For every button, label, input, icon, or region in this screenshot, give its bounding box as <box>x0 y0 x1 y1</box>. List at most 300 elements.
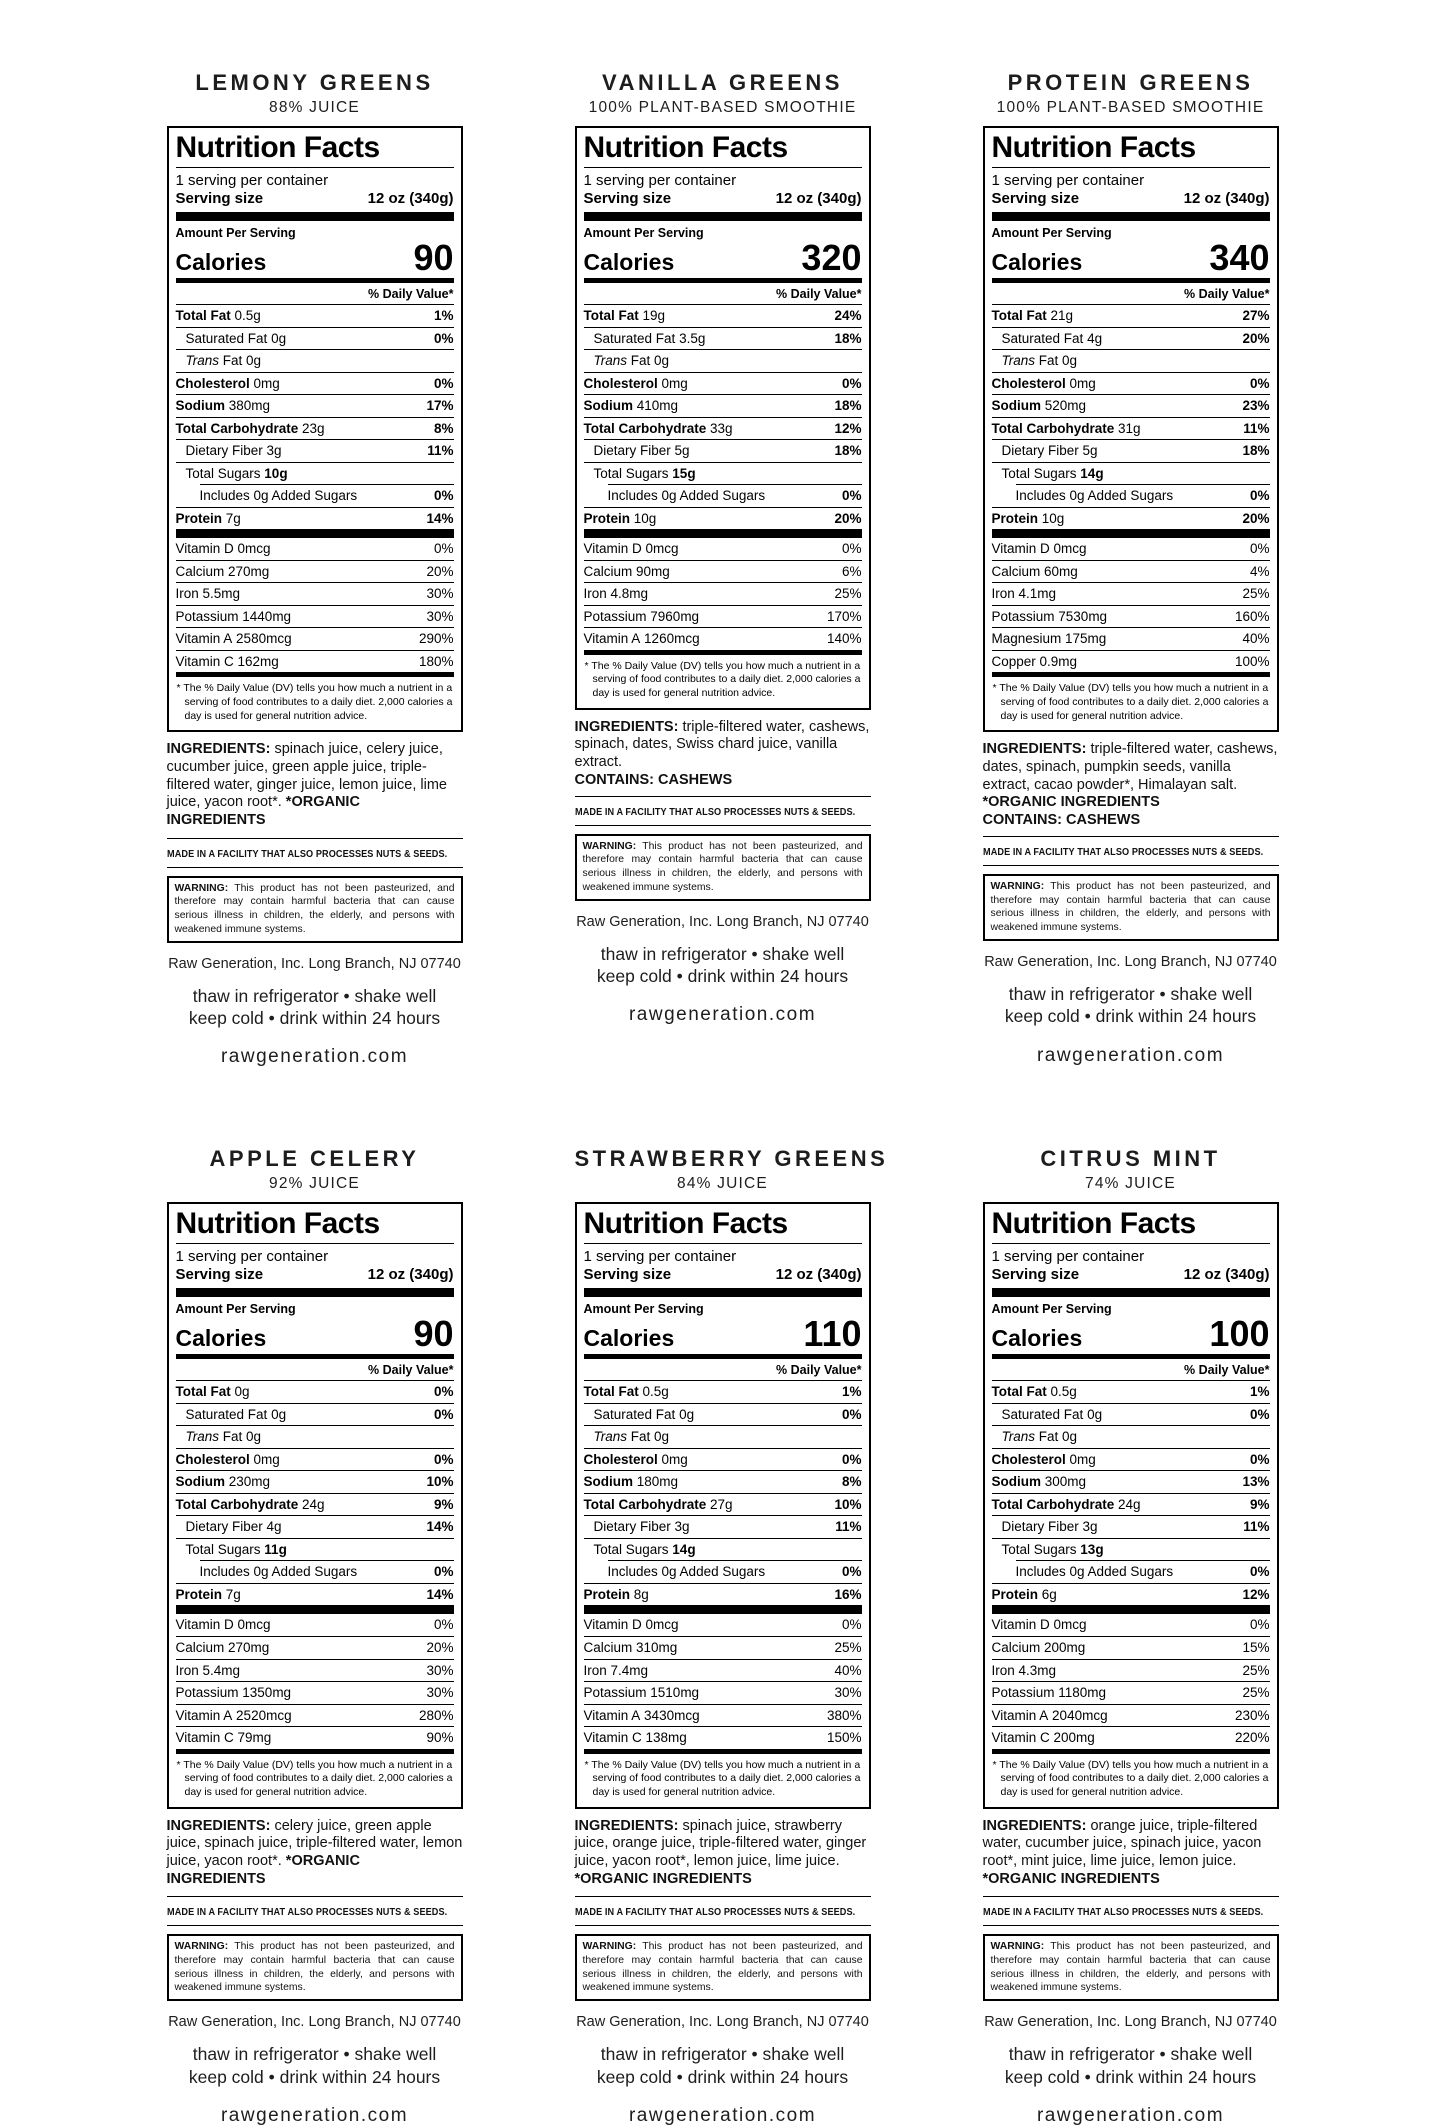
daily-value-percent: 150% <box>826 1730 862 1746</box>
vitamin-row <box>992 1614 1270 1636</box>
nutrient-name: Saturated Fat 0g <box>593 1406 695 1422</box>
thick-divider <box>992 529 1270 538</box>
daily-value-footnote: * The % Daily Value (DV) tells you how much a nutrient in a serving of food contributes to a daily diet. 2,000 calories a day is used for general nutrition advice. <box>584 1758 861 1798</box>
daily-value-percent: 0% <box>841 1617 862 1633</box>
daily-value-percent: 0% <box>1249 375 1270 391</box>
daily-value-header: % Daily Value* <box>176 1359 454 1381</box>
amount-per-serving-label: Amount Per Serving <box>991 226 1112 240</box>
nutrient-amount: 3430mcg <box>640 1707 700 1723</box>
nutrient-amount: 520mg <box>1041 398 1087 414</box>
nutrient-amount: 60mg <box>1040 563 1078 579</box>
nutrient-name: Vitamin D 0mcg <box>583 1617 679 1633</box>
nutrient-name: Total Fat 21g <box>991 308 1074 323</box>
thick-divider <box>584 1288 862 1297</box>
nutrient-amount: 0g <box>675 1406 695 1422</box>
nutrient-row <box>176 1381 454 1403</box>
vitamin-row <box>992 1681 1270 1704</box>
nutrient-name: Vitamin A 3430mcg <box>583 1707 700 1723</box>
nutrition-facts-title: Nutrition Facts <box>176 128 454 168</box>
nutrient-amount: 5g <box>1078 443 1098 459</box>
nutrient-rows <box>992 1381 1270 1605</box>
nutrient-row <box>584 507 862 530</box>
nutrient-amount: 0g <box>267 330 287 346</box>
servings-per-container: 1 serving per container <box>991 1248 1145 1266</box>
ingredients <box>167 1818 463 1889</box>
daily-value-percent: 11% <box>1243 420 1270 436</box>
facility-note-text: MADE IN A FACILITY THAT ALSO PROCESSES NUTS & SEEDS. <box>574 805 855 818</box>
nutrient-name: Vitamin D 0mcg <box>991 541 1087 557</box>
nutrient-row <box>992 349 1270 372</box>
facility-note-text: MADE IN A FACILITY THAT ALSO PROCESSES NUTS & SEEDS. <box>166 1906 447 1919</box>
vitamin-row <box>584 1681 862 1704</box>
nutrient-row <box>992 417 1270 440</box>
warning-label: WARNING: <box>990 1941 1045 1953</box>
nutrient-name: Potassium 1350mg <box>175 1685 292 1701</box>
ingredients-text: celery juice, green apple juice, spinach juice, triple-filtered water, lemon juice, yacon root*. <box>166 1817 463 1869</box>
nutrition-facts-title: Nutrition Facts <box>584 1204 862 1244</box>
nutrient-name: Saturated Fat 0g <box>185 330 287 346</box>
daily-value-percent: 40% <box>834 1662 862 1678</box>
nutrient-name: Includes 0g Added Sugars <box>607 1564 766 1580</box>
daily-value-percent: 0% <box>841 375 862 391</box>
amount-per-serving-label: Amount Per Serving <box>175 1302 296 1317</box>
nutrient-name: Total Sugars 14g <box>1001 465 1104 481</box>
vitamin-row <box>584 1704 862 1727</box>
amount-per-serving-label: Amount Per Serving <box>175 226 296 240</box>
ingredients-label: INGREDIENTS: <box>982 1817 1087 1834</box>
serving-size-row <box>584 1265 862 1288</box>
nutrient-row <box>584 1515 862 1538</box>
facility-note-text: MADE IN A FACILITY THAT ALSO PROCESSES NUTS & SEEDS. <box>982 845 1263 858</box>
nutrient-name: Trans Fat 0g <box>1001 1429 1078 1445</box>
product-label <box>167 1146 463 2127</box>
nutrient-amount: 0.5g <box>638 1384 669 1400</box>
nutrient-amount: 0g <box>230 1384 250 1400</box>
instructions-line-2: keep cold • drink within 24 hours <box>1004 1006 1257 1027</box>
nutrient-amount: 0g <box>650 1429 670 1445</box>
daily-value-percent: 25% <box>1242 586 1270 602</box>
nutrient-name: Potassium 1440mg <box>175 608 292 624</box>
nutrient-row <box>200 1560 454 1583</box>
instructions-line-1: thaw in refrigerator • shake well <box>600 2044 845 2065</box>
nutrient-amount: 1440mg <box>238 608 292 624</box>
nutrient-amount: 5.5mg <box>198 586 241 602</box>
nutrient-row <box>584 1425 862 1448</box>
ingredients-label: INGREDIENTS: <box>166 741 271 758</box>
thick-divider <box>176 1605 454 1614</box>
vitamin-row <box>584 1659 862 1682</box>
nutrient-amount: 0mg <box>657 1451 688 1467</box>
calories-row <box>583 237 862 278</box>
daily-value-percent: 8% <box>433 420 454 436</box>
product-subtitle: 74% JUICE <box>1085 1175 1176 1193</box>
nutrient-name: Total Carbohydrate 24g <box>991 1496 1141 1512</box>
nutrient-amount: 10g <box>630 510 657 526</box>
nutrient-amount: 79mg <box>233 1730 272 1746</box>
nutrient-row <box>584 394 862 417</box>
nutrient-name: Iron 4.1mg <box>991 586 1057 602</box>
organic-ingredients-note: *ORGANIC INGREDIENTS <box>574 1870 752 1887</box>
daily-value-percent: 25% <box>1242 1662 1270 1678</box>
nutrient-row <box>176 1515 454 1538</box>
storage-instructions <box>167 2043 463 2088</box>
nutrient-row <box>584 462 862 485</box>
nutrient-row <box>176 1493 454 1516</box>
serving-size-label: Serving size <box>991 190 1080 207</box>
daily-value-percent: 0% <box>1249 541 1270 557</box>
nutrient-amount: 230mg <box>225 1474 271 1490</box>
warning-label: WARNING: <box>990 880 1045 892</box>
nutrient-amount: 4.1mg <box>1014 586 1057 602</box>
nutrient-name: Saturated Fat 4g <box>1001 330 1103 346</box>
vitamin-row <box>176 650 454 673</box>
nutrient-row <box>176 372 454 395</box>
website: rawgeneration.com <box>220 1046 409 1068</box>
nutrient-amount: 0mcg <box>233 1617 271 1633</box>
website: rawgeneration.com <box>220 2104 409 2126</box>
storage-instructions <box>167 985 463 1030</box>
nutrient-row <box>584 305 862 327</box>
daily-value-percent: 170% <box>826 608 862 624</box>
warning-box <box>983 1934 1279 2001</box>
nutrient-name: Total Sugars 13g <box>1001 1541 1104 1557</box>
daily-value-percent: 0% <box>433 1406 454 1422</box>
daily-value-percent: 0% <box>433 375 454 391</box>
vitamin-row <box>992 538 1270 560</box>
nutrient-name: Cholesterol 0mg <box>991 375 1096 391</box>
nutrition-facts-title: Nutrition Facts <box>584 128 862 168</box>
nutrient-name: Vitamin A 2040mcg <box>991 1707 1108 1723</box>
daily-value-percent: 11% <box>427 443 454 459</box>
nutrient-row <box>584 1448 862 1471</box>
vitamin-rows <box>992 1614 1270 1748</box>
daily-value-percent: 0% <box>841 1406 862 1422</box>
nutrient-amount: 2520mcg <box>232 1707 292 1723</box>
nutrient-amount: 0g <box>1058 1429 1078 1445</box>
product-label <box>983 1146 1279 2127</box>
instructions-line-2: keep cold • drink within 24 hours <box>596 2066 849 2087</box>
nutrient-name: Potassium 7530mg <box>991 608 1108 624</box>
nutrient-name: Total Fat 0.5g <box>991 1384 1077 1400</box>
nutrient-name: Vitamin C 138mg <box>583 1730 687 1746</box>
daily-value-header: % Daily Value* <box>176 283 454 305</box>
daily-value-percent: 9% <box>433 1496 454 1512</box>
nutrient-amount: 300mg <box>1041 1474 1087 1490</box>
daily-value-percent: 17% <box>426 398 454 414</box>
calories-value: 110 <box>803 1313 862 1355</box>
product-title: LEMONY GREENS <box>195 70 434 95</box>
warning-text: This product has not been pasteurized, and therefore may contain harmful bacteria that can cause serious illness in children, the elderly, and persons with weakened immune systems. <box>582 1941 863 1994</box>
nutrition-facts-panel <box>575 126 871 710</box>
nutrient-amount: 4g <box>262 1519 282 1535</box>
nutrition-facts-title: Nutrition Facts <box>176 1204 454 1244</box>
ingredients-label: INGREDIENTS: <box>166 1817 271 1834</box>
daily-value-percent: 1% <box>433 308 454 323</box>
facility-note <box>167 838 463 868</box>
daily-value-header: % Daily Value* <box>584 283 862 305</box>
nutrient-row <box>176 417 454 440</box>
nutrient-name: Calcium 200mg <box>991 1640 1086 1655</box>
nutrient-name: Total Sugars 15g <box>593 465 696 481</box>
serving-size-value: 12 oz (340g) <box>1183 190 1270 207</box>
thick-divider <box>584 529 862 538</box>
nutrient-name: Calcium 270mg <box>175 1640 270 1655</box>
nutrient-row <box>992 462 1270 485</box>
nutrient-amount: 7.4mg <box>606 1662 649 1678</box>
nutrient-name: Total Carbohydrate 31g <box>991 420 1141 436</box>
daily-value-percent: 18% <box>834 443 862 459</box>
nutrient-name: Includes 0g Added Sugars <box>1015 488 1174 504</box>
vitamin-row <box>584 627 862 650</box>
daily-value-percent: 0% <box>1249 1451 1270 1467</box>
nutrient-name: Total Fat 0.5g <box>175 308 261 323</box>
nutrient-amount: 10g <box>260 465 288 481</box>
nutrient-rows <box>176 305 454 529</box>
nutrient-row <box>200 484 454 507</box>
nutrient-amount: 175mg <box>1061 631 1107 647</box>
daily-value-header: % Daily Value* <box>992 1359 1270 1381</box>
nutrient-amount: 0.9mg <box>1035 653 1078 669</box>
nutrient-row <box>176 462 454 485</box>
daily-value-percent: 0% <box>1249 1406 1270 1422</box>
vitamin-row <box>176 605 454 628</box>
nutrient-name: Total Carbohydrate 23g <box>175 420 325 436</box>
nutrient-row <box>992 507 1270 530</box>
product-subtitle: 100% PLANT-BASED SMOOTHIE <box>996 99 1265 116</box>
nutrient-amount: 31g <box>1114 420 1141 436</box>
nutrient-row <box>992 1470 1270 1493</box>
nutrient-amount: 13g <box>1076 1541 1104 1557</box>
nutrition-facts-panel <box>167 126 463 732</box>
nutrient-amount: 0g <box>267 1406 287 1422</box>
vitamin-row <box>584 560 862 583</box>
nutrient-row <box>176 507 454 530</box>
serving-size-row <box>992 189 1270 212</box>
nutrient-name: Vitamin A 1260mcg <box>583 631 700 647</box>
facility-note-text: MADE IN A FACILITY THAT ALSO PROCESSES NUTS & SEEDS. <box>166 847 447 860</box>
company-address: Raw Generation, Inc. Long Branch, NJ 07740 <box>168 955 461 972</box>
nutrient-amount: 0mg <box>1065 375 1096 391</box>
nutrient-amount: 1510mg <box>646 1685 700 1701</box>
daily-value-percent: 13% <box>1242 1474 1270 1490</box>
daily-value-percent: 0% <box>433 330 454 346</box>
nutrient-rows <box>584 1381 862 1605</box>
nutrient-name: Potassium 7960mg <box>583 608 700 624</box>
warning-text: This product has not been pasteurized, and therefore may contain harmful bacteria that can cause serious illness in children, the elderly, and persons with weakened immune systems. <box>990 1941 1271 1994</box>
nutrient-name: Vitamin D 0mcg <box>991 1617 1087 1633</box>
ingredients-text: triple-filtered water, cashews, spinach, dates, Swiss chard juice, vanilla extract. <box>574 718 870 771</box>
nutrient-row <box>992 1493 1270 1516</box>
nutrient-name: Total Fat 19g <box>583 308 666 323</box>
nutrient-name: Cholesterol 0mg <box>991 1451 1096 1467</box>
company-address: Raw Generation, Inc. Long Branch, NJ 07740 <box>576 2014 869 2031</box>
nutrient-amount: 0.5g <box>230 308 261 323</box>
company-address: Raw Generation, Inc. Long Branch, NJ 07740 <box>576 913 869 930</box>
nutrient-name: Dietary Fiber 3g <box>593 1519 690 1535</box>
amount-per-serving-label: Amount Per Serving <box>583 226 704 240</box>
nutrient-amount: 0mcg <box>641 1617 679 1633</box>
facility-note <box>575 1896 871 1926</box>
nutrient-row <box>1016 484 1270 507</box>
calories-row <box>175 1313 454 1355</box>
ingredients-text: spinach juice, celery juice, cucumber juice, green apple juice, triple-filtered water, ginger juice, lemon juice, lime juice, yacon root*. <box>166 741 447 811</box>
nutrient-amount: 11g <box>260 1541 287 1557</box>
ingredients <box>983 741 1279 812</box>
nutrient-row <box>608 484 862 507</box>
daily-value-percent: 0% <box>841 1564 862 1580</box>
nutrient-name: Potassium 1510mg <box>583 1685 700 1701</box>
ingredients <box>575 719 871 772</box>
serving-size-label: Serving size <box>583 1266 672 1284</box>
nutrient-row <box>992 1448 1270 1471</box>
website: rawgeneration.com <box>628 2104 817 2126</box>
ingredients-label: INGREDIENTS: <box>574 1817 679 1834</box>
nutrient-amount: 0g <box>242 353 262 369</box>
nutrient-name: Total Sugars 11g <box>185 1541 287 1557</box>
nutrient-name: Sodium 380mg <box>175 398 271 414</box>
vitamin-rows <box>584 538 862 650</box>
nutrient-name: Total Carbohydrate 33g <box>583 420 733 436</box>
daily-value-percent: 0% <box>433 488 454 504</box>
nutrient-amount: 7530mg <box>1054 608 1108 624</box>
storage-instructions <box>983 983 1279 1028</box>
ingredients <box>575 1818 871 1889</box>
nutrient-name: Calcium 270mg <box>175 563 270 579</box>
nutrient-amount: 6g <box>1038 1586 1057 1602</box>
serving-size-row <box>176 1265 454 1288</box>
nutrient-name: Cholesterol 0mg <box>175 375 280 391</box>
nutrient-name: Protein 10g <box>991 510 1065 526</box>
calories-label: Calories <box>175 1325 267 1352</box>
daily-value-footnote: * The % Daily Value (DV) tells you how much a nutrient in a serving of food contributes to a daily diet. 2,000 calories a day is used for general nutrition advice. <box>992 682 1269 722</box>
serving-size-row <box>176 189 454 212</box>
daily-value-percent: 8% <box>841 1474 862 1490</box>
calories-value: 100 <box>1209 1313 1270 1355</box>
nutrient-name: Dietary Fiber 3g <box>1001 1519 1098 1535</box>
nutrient-amount: 1350mg <box>238 1685 292 1701</box>
serving-size-label: Serving size <box>175 1266 264 1284</box>
nutrient-name: Vitamin D 0mcg <box>583 541 679 557</box>
daily-value-percent: 12% <box>834 420 862 436</box>
daily-value-percent: 14% <box>426 1586 454 1602</box>
daily-value-percent: 12% <box>1242 1586 1270 1602</box>
nutrient-amount: 0g <box>242 1429 262 1445</box>
vitamin-row <box>176 1659 454 1682</box>
nutrient-amount: 19g <box>638 308 666 323</box>
nutrient-amount: 27g <box>706 1496 733 1512</box>
nutrient-row <box>584 439 862 462</box>
vitamin-row <box>992 605 1270 628</box>
nutrient-amount: 15g <box>668 465 696 481</box>
daily-value-percent: 160% <box>1234 608 1270 624</box>
nutrient-amount: 3g <box>262 443 282 459</box>
daily-value-percent: 25% <box>1242 1685 1270 1701</box>
daily-value-percent: 30% <box>426 1662 454 1678</box>
nutrient-name: Copper 0.9mg <box>991 653 1078 669</box>
daily-value-percent: 27% <box>1242 308 1270 323</box>
nutrient-amount: 0mcg <box>1049 541 1087 557</box>
daily-value-header: % Daily Value* <box>584 1359 862 1381</box>
organic-ingredients-note: *ORGANIC INGREDIENTS <box>166 794 360 828</box>
nutrient-name: Includes 0g Added Sugars <box>199 1564 358 1580</box>
product-title: STRAWBERRY GREENS <box>574 1146 889 1172</box>
nutrient-name: Saturated Fat 0g <box>1001 1406 1103 1422</box>
nutrient-name: Calcium 90mg <box>583 563 670 579</box>
daily-value-percent: 30% <box>834 1685 862 1701</box>
daily-value-percent: 10% <box>426 1474 454 1490</box>
nutrient-row <box>992 1381 1270 1403</box>
vitamin-row <box>584 582 862 605</box>
warning-text: This product has not been pasteurized, and therefore may contain harmful bacteria that can cause serious illness in children, the elderly, and persons with weakened immune systems. <box>174 882 455 935</box>
nutrient-name: Vitamin A 2580mcg <box>175 631 292 647</box>
daily-value-percent: 25% <box>834 586 862 602</box>
ingredients <box>983 1818 1279 1889</box>
nutrient-name: Dietary Fiber 3g <box>185 443 282 459</box>
nutrient-row <box>584 327 862 350</box>
vitamin-row <box>176 1636 454 1659</box>
daily-value-footnote: * The % Daily Value (DV) tells you how much a nutrient in a serving of food contributes to a daily diet. 2,000 calories a day is used for general nutrition advice. <box>176 1758 453 1798</box>
nutrient-amount: 410mg <box>633 398 679 414</box>
daily-value-percent: 0% <box>1249 1564 1270 1580</box>
warning-label: WARNING: <box>174 882 229 894</box>
nutrient-name: Iron 5.5mg <box>175 586 241 602</box>
nutrient-name: Trans Fat 0g <box>185 1429 262 1445</box>
daily-value-percent: 20% <box>426 1640 454 1655</box>
daily-value-percent: 11% <box>835 1519 862 1535</box>
nutrient-amount: 14g <box>668 1541 696 1557</box>
daily-value-percent: 290% <box>418 631 454 647</box>
nutrient-name: Includes 0g Added Sugars <box>607 488 766 504</box>
nutrient-name: Dietary Fiber 5g <box>1001 443 1098 459</box>
nutrition-facts-panel <box>983 1202 1279 1808</box>
serving-size-value: 12 oz (340g) <box>775 1266 862 1284</box>
daily-value-percent: 180% <box>418 653 454 669</box>
nutrient-name: Total Carbohydrate 27g <box>583 1496 733 1512</box>
vitamin-row <box>584 1636 862 1659</box>
warning-box <box>983 874 1279 941</box>
nutrient-name: Includes 0g Added Sugars <box>1015 1564 1174 1580</box>
serving-size-value: 12 oz (340g) <box>367 1266 454 1284</box>
vitamin-rows <box>584 1614 862 1748</box>
daily-value-percent: 11% <box>1243 1519 1270 1535</box>
vitamin-row <box>584 1614 862 1636</box>
nutrient-name: Calcium 60mg <box>991 563 1078 579</box>
nutrient-row <box>176 1583 454 1606</box>
vitamin-row <box>992 650 1270 673</box>
daily-value-percent: 10% <box>834 1496 862 1512</box>
instructions-line-1: thaw in refrigerator • shake well <box>600 943 845 964</box>
calories-label: Calories <box>991 1325 1083 1352</box>
ingredients-label: INGREDIENTS: <box>982 741 1087 758</box>
daily-value-footnote: * The % Daily Value (DV) tells you how much a nutrient in a serving of food contributes to a daily diet. 2,000 calories a day is used for general nutrition advice. <box>176 682 453 722</box>
nutrient-name: Sodium 410mg <box>583 398 679 414</box>
daily-value-percent: 0% <box>433 1384 454 1400</box>
daily-value-percent: 0% <box>841 1451 862 1467</box>
nutrient-name: Dietary Fiber 5g <box>593 443 690 459</box>
daily-value-percent: 14% <box>426 510 454 526</box>
daily-value-percent: 0% <box>841 488 862 504</box>
storage-instructions <box>983 2043 1279 2088</box>
nutrient-amount: 138mg <box>641 1730 687 1746</box>
daily-value-percent: 18% <box>1242 443 1270 459</box>
daily-value-percent: 20% <box>1242 330 1270 346</box>
nutrient-amount: 0mcg <box>1049 1617 1087 1633</box>
daily-value-percent: 0% <box>433 1617 454 1633</box>
warning-text: This product has not been pasteurized, and therefore may contain harmful bacteria that can cause serious illness in children, the elderly, and persons with weakened immune systems. <box>174 1941 455 1994</box>
storage-instructions <box>575 2043 871 2088</box>
nutrient-name: Protein 7g <box>175 1586 241 1602</box>
company-address: Raw Generation, Inc. Long Branch, NJ 07740 <box>984 2014 1277 2031</box>
